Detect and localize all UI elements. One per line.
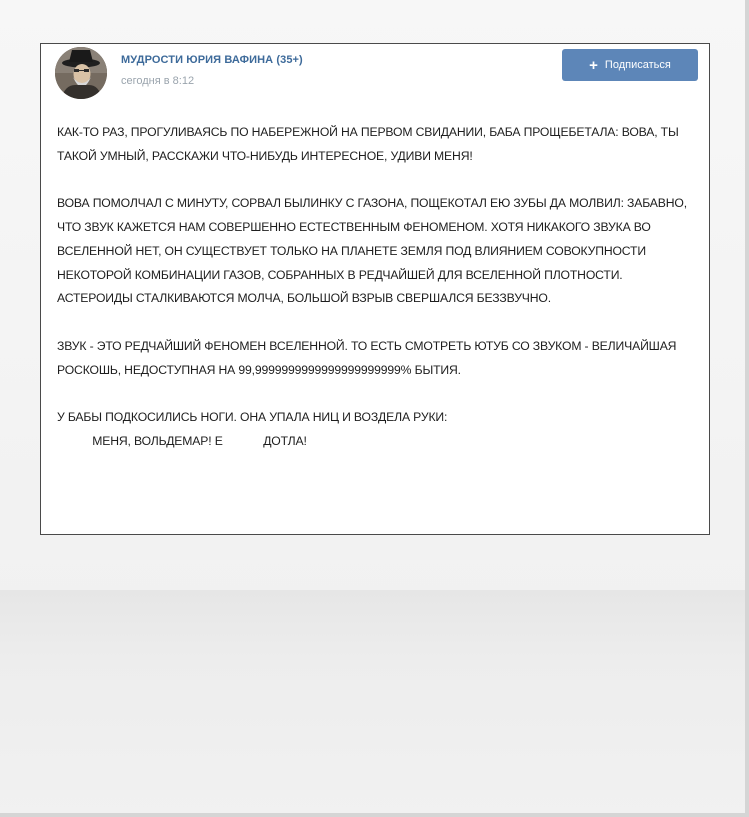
group-name-link[interactable]: МУДРОСТИ ЮРИЯ ВАФИНА (35+) bbox=[121, 54, 303, 66]
empty-lower-area bbox=[0, 590, 749, 817]
subscribe-label: Подписаться bbox=[604, 59, 671, 71]
frame-edge-bottom bbox=[0, 813, 749, 817]
group-avatar[interactable] bbox=[55, 47, 107, 99]
post-text bbox=[57, 121, 701, 454]
post-paragraph: ВОВА ПОМОЛЧАЛ С МИНУТУ, СОРВАЛ БЫЛИНКУ С ГАЗОНА, ПОЩЕКОТАЛ ЕЮ ЗУБЫ ДА МОЛВИЛ: ЗАБАВНО, ЧТО ЗВУК КАЖЕТСЯ НАМ СОВЕРШЕННО ЕСТЕСТВЕННЫМ ФЕНОМЕНОМ. ХОТЯ НИКАКОГО ЗВУКА ВО ВСЕЛЕННОЙ НЕТ, ОН СУЩЕСТВУЕТ ТОЛЬКО НА ПЛАНЕТЕ ЗЕМЛЯ ПОД ВЛИЯНИЕМ СОВОКУПНОСТИ НЕКОТОРОЙ КОМБИНАЦИИ ГАЗОВ, СОБРАННЫХ В РЕДЧАЙШЕЙ ДЛЯ ВСЕЛЕННОЙ ПЛОТНОСТИ. АСТЕРОИДЫ СТАЛКИВАЮТСЯ МОЛЧА, БОЛЬШОЙ ВЗРЫВ СВЕРШАЛСЯ БЕЗЗВУЧНО. bbox=[57, 196, 687, 306]
last-line-part-2: ДОТЛА! bbox=[263, 434, 307, 449]
last-line-part-1: МЕНЯ, ВОЛЬДЕМАР! Е bbox=[92, 434, 223, 449]
plus-icon: + bbox=[589, 56, 598, 74]
post-card bbox=[40, 43, 710, 535]
frame-edge-right bbox=[745, 0, 749, 817]
subscribe-button[interactable] bbox=[562, 49, 698, 81]
wizard-avatar-icon bbox=[55, 47, 107, 99]
post-paragraph: У БАБЫ ПОДКОСИЛИСЬ НОГИ. ОНА УПАЛА НИЦ И ВОЗДЕЛА РУКИ: bbox=[57, 410, 448, 425]
post-last-line-obscured bbox=[57, 430, 701, 454]
post-paragraph: КАК-ТО РАЗ, ПРОГУЛИВАЯСЬ ПО НАБЕРЕЖНОЙ НА ПЕРВОМ СВИДАНИИ, БАБА ПРОЩЕБЕТАЛА: ВОВА, ТЫ ТАКОЙ УМНЫЙ, РАССКАЖИ ЧТО-НИБУДЬ ИНТЕРЕСНОЕ, УДИВИ МЕНЯ! bbox=[57, 125, 679, 163]
post-paragraph: ЗВУК - ЭТО РЕДЧАЙШИЙ ФЕНОМЕН ВСЕЛЕННОЙ. ТО ЕСТЬ СМОТРЕТЬ ЮТУБ СО ЗВУКОМ - ВЕЛИЧАЙШАЯ РОСКОШЬ, НЕДОСТУПНАЯ НА 99,9999999999999999999999% БЫТИЯ. bbox=[57, 338, 677, 377]
post-timestamp[interactable]: сегодня в 8:12 bbox=[121, 75, 195, 87]
